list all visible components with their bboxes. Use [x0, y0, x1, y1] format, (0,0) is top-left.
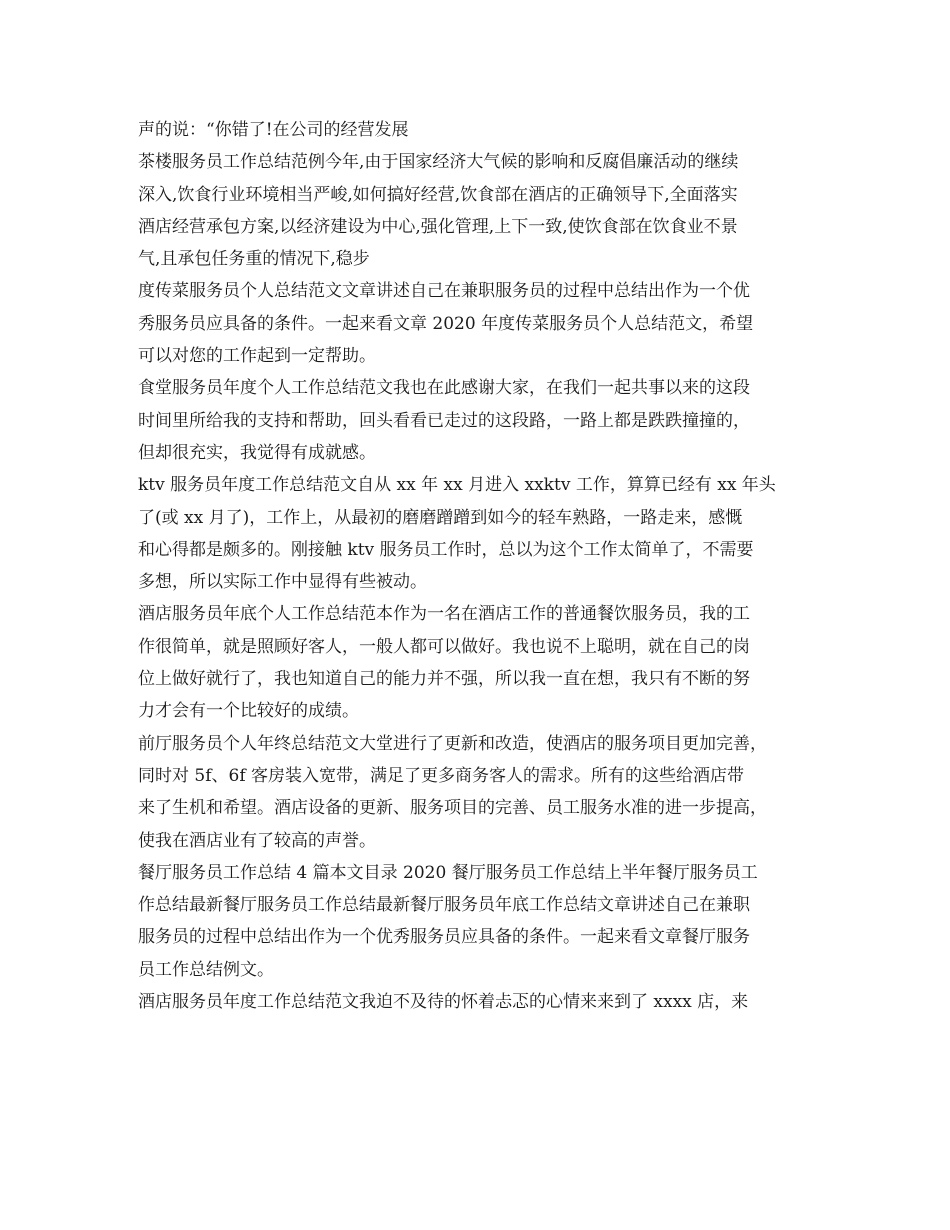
text-line: 深入,饮食行业环境相当严峻,如何搞好经营,饮食部在酒店的正确领导下,全面落实	[138, 184, 738, 205]
text-line: 力才会有一个比较好的成绩。	[138, 701, 359, 722]
text-line: 了(或 xx 月了)，工作上，从最初的磨磨蹭蹭到如今的轻车熟路，一路走来，感慨	[138, 507, 743, 528]
text-line: 度传菜服务员个人总结范文文章讲述自己在兼职服务员的过程中总结出作为一个优	[138, 281, 750, 302]
text-line: 气,且承包任务重的情况下,稳步	[138, 249, 370, 270]
text-line: 酒店服务员年底个人工作总结范本作为一名在酒店工作的普通餐饮服务员，我的工	[138, 604, 750, 625]
text-line: 餐厅服务员工作总结 4 篇本文目录 2020 餐厅服务员工作总结上半年餐厅服务员工	[138, 862, 758, 883]
text-line: 同时对 5f、6f 客房装入宽带，满足了更多商务客人的需求。所有的这些给酒店带	[138, 765, 745, 786]
text-line: 茶楼服务员工作总结范例今年,由于国家经济大气候的影响和反腐倡廉活动的继续	[138, 152, 739, 173]
text-line: 但却很充实，我觉得有成就感。	[138, 442, 376, 463]
text-line: 和心得都是颇多的。刚接触 ktv 服务员工作时，总以为这个工作太简单了，不需要	[138, 539, 754, 560]
text-line: 酒店服务员年度工作总结范文我迫不及待的怀着忐忑的心情来来到了 xxxx 店，来	[138, 992, 749, 1013]
text-line: 使我在酒店业有了较高的声誉。	[138, 830, 376, 851]
text-line: 作很简单，就是照顾好客人，一般人都可以做好。我也说不上聪明，就在自己的岗	[138, 636, 750, 657]
text-line: 作总结最新餐厅服务员工作总结最新餐厅服务员年底工作总结文章讲述自己在兼职	[138, 895, 750, 916]
text-line: 声的说：“你错了!在公司的经营发展	[138, 120, 409, 140]
text-line: ktv 服务员年度工作总结范文自从 xx 年 xx 月进入 xxktv 工作，算算已经有 xx 年头	[138, 475, 776, 496]
text-line: 前厅服务员个人年终总结范文大堂进行了更新和改造，使酒店的服务项目更加完善，	[138, 733, 767, 754]
text-line: 时间里所给我的支持和帮助，回头看看已走过的这段路，一路上都是跌跌撞撞的，	[138, 410, 750, 431]
text-line: 员工作总结例文。	[138, 959, 274, 980]
text-line: 酒店经营承包方案,以经济建设为中心,强化管理,上下一致,使饮食部在饮食业不景	[138, 216, 738, 237]
text-line: 食堂服务员年度个人工作总结范文我也在此感谢大家，在我们一起共事以来的这段	[138, 378, 750, 399]
text-line: 来了生机和希望。酒店设备的更新、服务项目的完善、员工服务水准的进一步提高，	[138, 798, 767, 819]
text-line: 可以对您的工作起到一定帮助。	[138, 346, 376, 367]
text-line: 多想，所以实际工作中显得有些被动。	[138, 572, 427, 593]
text-line: 秀服务员应具备的条件。一起来看文章 2020 年度传菜服务员个人总结范文，希望	[138, 313, 754, 334]
text-line: 服务员的过程中总结出作为一个优秀服务员应具备的条件。一起来看文章餐厅服务	[138, 927, 750, 948]
document-body	[138, 114, 818, 1018]
text-line: 位上做好就行了，我也知道自己的能力并不强，所以我一直在想，我只有不断的努	[138, 669, 750, 690]
